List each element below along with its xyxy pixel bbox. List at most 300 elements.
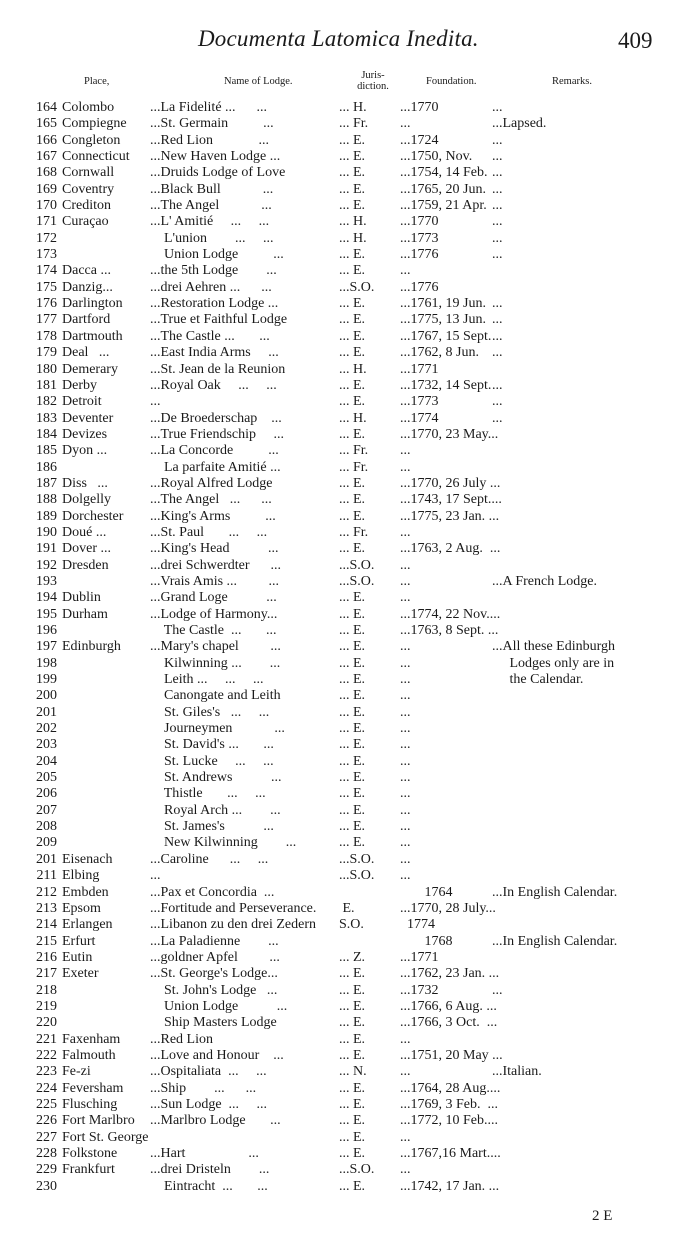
- table-row: [0, 1048, 684, 1064]
- remark: ...In English Calendar.: [492, 884, 618, 900]
- lodge-name: ...La Fidelité ... ...: [150, 100, 268, 115]
- jurisdiction: ... E.: [339, 328, 366, 344]
- lodge-number: 230: [36, 1178, 57, 1194]
- lodge-number: 180: [36, 361, 57, 377]
- lodge-name: ...Royal Oak ... ...: [150, 377, 277, 393]
- place-name: Folkstone: [62, 1146, 118, 1161]
- lodge-name: ...Caroline ... ...: [150, 851, 269, 867]
- lodge-name: ...St. Paul ... ...: [150, 524, 268, 540]
- table-row: [0, 492, 684, 508]
- lodge-name: ...St. Jean de la Reunion: [150, 361, 286, 377]
- lodge-number: 206: [36, 786, 57, 802]
- lodge-number: 202: [36, 721, 57, 737]
- place-name: Epsom: [62, 900, 101, 916]
- place-name: Dartford: [62, 312, 111, 328]
- place-name: Elbing: [62, 868, 100, 884]
- lodge-name: La parfaite Amitié ...: [150, 459, 281, 475]
- foundation-date: ...1774: [400, 410, 439, 426]
- table-row: [0, 329, 684, 345]
- lodge-table: [0, 100, 684, 1195]
- foundation-date: ...1762, 8 Jun.: [400, 345, 479, 361]
- jurisdiction: ... Z.: [339, 949, 366, 965]
- jurisdiction: ... E.: [339, 1146, 366, 1161]
- foundation-date: ...1742, 17 Jan. ...: [400, 1178, 500, 1194]
- table-row: [0, 345, 684, 361]
- lodge-name: Union Lodge ...: [150, 247, 284, 263]
- remark: ...: [492, 296, 503, 312]
- foundation-date: ...: [400, 590, 411, 606]
- jurisdiction: ... E.: [339, 704, 366, 720]
- table-row: [0, 214, 684, 230]
- foundation-date: 1768: [400, 933, 453, 949]
- table-row: [0, 541, 684, 557]
- foundation-date: ...: [400, 672, 411, 688]
- foundation-date: 1774: [400, 917, 435, 933]
- lodge-name: ...True et Faithful Lodge: [150, 312, 288, 328]
- table-row: [0, 966, 684, 982]
- foundation-date: ...1751, 20 May ...: [400, 1047, 503, 1063]
- jurisdiction: ... H.: [339, 410, 367, 426]
- lodge-number: 199: [36, 672, 57, 688]
- remark: ...: [492, 394, 503, 410]
- lodge-name: Royal Arch ... ...: [150, 802, 281, 818]
- jurisdiction: ... E.: [339, 688, 366, 704]
- lodge-name: ...drei Aehren ... ...: [150, 279, 272, 295]
- lodge-name: ...St. George's Lodge...: [150, 966, 278, 982]
- lodge-number: 228: [36, 1146, 57, 1161]
- table-row: [0, 133, 684, 149]
- remark: the Calendar.: [492, 672, 584, 688]
- lodge-name: ...East India Arms ...: [150, 345, 279, 361]
- jurisdiction: S.O.: [339, 917, 364, 933]
- remark: ...: [492, 230, 503, 246]
- foundation-date: ...1763, 8 Sept. ...: [400, 623, 499, 638]
- jurisdiction: ... E.: [339, 247, 366, 263]
- remark: ...: [492, 100, 503, 115]
- remark: ...Italian.: [492, 1064, 542, 1080]
- lodge-name: ...Ship ... ...: [150, 1080, 257, 1096]
- column-header-lodge: Name of Lodge.: [224, 76, 293, 87]
- place-name: Diss ...: [62, 475, 108, 491]
- lodge-name: ...Fortitude and Perseverance.: [150, 900, 317, 916]
- lodge-number: 226: [36, 1113, 57, 1129]
- jurisdiction: ... E.: [339, 590, 366, 606]
- lodge-number: 164: [36, 100, 57, 115]
- place-name: Devizes: [62, 426, 108, 442]
- lodge-name: ...King's Arms ...: [150, 508, 276, 524]
- lodge-number: 201: [36, 704, 57, 720]
- lodge-number: 172: [36, 230, 57, 246]
- lodge-number: 217: [36, 966, 57, 982]
- lodge-number: 177: [36, 312, 57, 328]
- lodge-number: 201: [36, 851, 57, 867]
- remark: ...In English Calendar.: [492, 933, 618, 949]
- table-row: [0, 460, 684, 476]
- lodge-number: 189: [36, 508, 57, 524]
- lodge-name: ...The Angel ... ...: [150, 492, 272, 508]
- jurisdiction: ... E.: [339, 1129, 366, 1145]
- jurisdiction: ... E.: [339, 1015, 366, 1031]
- jurisdiction: ... E.: [339, 263, 366, 279]
- jurisdiction: ... E.: [339, 426, 366, 442]
- table-row: [0, 263, 684, 279]
- jurisdiction: ... E.: [339, 753, 366, 769]
- table-row: [0, 901, 684, 917]
- lodge-number: 212: [36, 884, 57, 900]
- table-row: [0, 983, 684, 999]
- lodge-name: ...Restoration Lodge ...: [150, 296, 279, 312]
- foundation-date: ...1770: [400, 214, 439, 230]
- jurisdiction: ... E.: [339, 770, 366, 786]
- place-name: Edinburgh: [62, 639, 121, 655]
- jurisdiction: ... E.: [339, 721, 366, 737]
- foundation-date: ...: [400, 1031, 411, 1047]
- jurisdiction: ... H.: [339, 361, 367, 377]
- table-row: [0, 819, 684, 835]
- lodge-number: 207: [36, 802, 57, 818]
- remark: ...: [492, 132, 503, 148]
- foundation-date: ...: [400, 263, 411, 279]
- foundation-date: ...: [400, 770, 411, 786]
- table-row: [0, 1081, 684, 1097]
- table-row: [0, 590, 684, 606]
- table-row: [0, 786, 684, 802]
- lodge-number: 178: [36, 328, 57, 344]
- jurisdiction: ... H.: [339, 214, 367, 230]
- foundation-date: ...: [400, 655, 411, 671]
- remark: ...: [492, 345, 503, 361]
- table-row: [0, 770, 684, 786]
- foundation-date: ...: [400, 524, 411, 540]
- lodge-number: 197: [36, 639, 57, 655]
- lodge-number: 171: [36, 214, 57, 230]
- foundation-date: ...1754, 14 Feb.: [400, 165, 488, 181]
- remark: ...: [492, 247, 503, 263]
- table-row: [0, 721, 684, 737]
- lodge-number: 187: [36, 475, 57, 491]
- jurisdiction: ... H.: [339, 230, 367, 246]
- jurisdiction: ... E.: [339, 198, 366, 214]
- table-row: [0, 100, 684, 116]
- table-row: [0, 280, 684, 296]
- lodge-number: 186: [36, 459, 57, 475]
- table-row: [0, 247, 684, 263]
- table-row: [0, 917, 684, 933]
- table-row: [0, 1015, 684, 1031]
- jurisdiction: ... E.: [339, 802, 366, 818]
- place-name: Fe-zi: [62, 1064, 91, 1080]
- place-name: Dyon ...: [62, 443, 108, 459]
- remark: ...Lapsed.: [492, 116, 547, 132]
- lodge-number: 219: [36, 998, 57, 1014]
- place-name: Doué ...: [62, 524, 107, 540]
- signature-mark: 2 E: [592, 1208, 613, 1224]
- place-name: Fort St. George: [62, 1129, 149, 1145]
- table-row: [0, 754, 684, 770]
- lodge-name: Journeymen ...: [150, 721, 285, 737]
- lodge-name: ...: [150, 868, 161, 884]
- place-name: Danzig...: [62, 279, 113, 295]
- table-row: [0, 705, 684, 721]
- lodge-name: ...The Angel ...: [150, 198, 272, 214]
- foundation-date: ...: [400, 443, 411, 459]
- lodge-name: ...Royal Alfred Lodge: [150, 475, 273, 491]
- lodge-number: 176: [36, 296, 57, 312]
- lodge-number: 195: [36, 606, 57, 622]
- lodge-name: ...drei Schwerdter ...: [150, 557, 282, 573]
- lodge-number: 218: [36, 982, 57, 998]
- place-name: Coventry: [62, 181, 115, 197]
- lodge-number: 203: [36, 737, 57, 753]
- jurisdiction: ...S.O.: [339, 851, 375, 867]
- table-row: [0, 1146, 684, 1162]
- lodge-name: ...True Friendschip ...: [150, 426, 285, 442]
- lodge-name: Union Lodge ...: [150, 998, 288, 1014]
- foundation-date: ...1762, 23 Jan. ...: [400, 966, 500, 982]
- lodge-name: St. Andrews ...: [150, 770, 282, 786]
- lodge-name: St. Lucke ... ...: [150, 753, 274, 769]
- place-name: Eutin: [62, 949, 93, 965]
- lodge-name: ...Mary's chapel ...: [150, 639, 281, 655]
- place-name: Erlangen: [62, 917, 113, 933]
- table-row: [0, 1162, 684, 1178]
- jurisdiction: ... E.: [339, 1080, 366, 1096]
- remark: ...: [492, 410, 503, 426]
- remark: ...: [492, 982, 503, 998]
- foundation-date: ...1761, 19 Jun.: [400, 296, 486, 312]
- place-name: Dover ...: [62, 541, 111, 557]
- table-row: [0, 607, 684, 623]
- place-name: Embden: [62, 884, 109, 900]
- table-row: [0, 950, 684, 966]
- lodge-number: 229: [36, 1162, 57, 1178]
- jurisdiction: ... E.: [339, 1096, 366, 1112]
- table-row: [0, 525, 684, 541]
- table-row: [0, 182, 684, 198]
- foundation-date: ...1724: [400, 132, 439, 148]
- foundation-date: ...1732, 14 Sept.: [400, 377, 492, 393]
- foundation-date: ...: [400, 802, 411, 818]
- place-name: Durham: [62, 606, 108, 622]
- place-name: Detroit: [62, 394, 102, 410]
- lodge-name: ...L' Amitié ... ...: [150, 214, 270, 230]
- foundation-date: 1764: [400, 884, 453, 900]
- place-name: Deal ...: [62, 345, 110, 361]
- place-name: Compiegne: [62, 116, 127, 132]
- page-number: 409: [618, 28, 653, 53]
- table-row: [0, 149, 684, 165]
- foundation-date: ...: [400, 868, 411, 884]
- lodge-name: ...St. Germain ...: [150, 116, 274, 132]
- foundation-date: ...1766, 6 Aug. ...: [400, 998, 497, 1014]
- jurisdiction: ...S.O.: [339, 573, 375, 589]
- table-row: [0, 868, 684, 884]
- table-row: [0, 198, 684, 214]
- table-row: [0, 476, 684, 492]
- lodge-number: 220: [36, 1015, 57, 1031]
- lodge-name: Thistle ... ...: [150, 786, 266, 802]
- lodge-name: ...the 5th Lodge ...: [150, 263, 277, 279]
- table-row: [0, 934, 684, 950]
- jurisdiction: ... E.: [339, 475, 366, 491]
- foundation-date: ...1763, 2 Aug. ...: [400, 541, 501, 557]
- foundation-date: ...: [400, 851, 411, 867]
- remark: ...All these Edinburgh: [492, 639, 616, 655]
- jurisdiction: ... E.: [339, 786, 366, 802]
- place-name: Erfurt: [62, 933, 96, 949]
- place-name: Frankfurt: [62, 1162, 115, 1178]
- table-row: [0, 1179, 684, 1195]
- jurisdiction: ... E.: [339, 1178, 366, 1194]
- foundation-date: ...1775, 13 Jun.: [400, 312, 486, 328]
- place-name: Congleton: [62, 132, 121, 148]
- lodge-number: 181: [36, 377, 57, 393]
- place-name: Connecticut: [62, 149, 130, 165]
- lodge-number: 224: [36, 1080, 57, 1096]
- foundation-date: ...1773: [400, 230, 439, 246]
- lodge-name: New Kilwinning ...: [150, 835, 297, 851]
- place-name: Dacca ...: [62, 263, 111, 279]
- foundation-date: ...1767, 15 Sept.: [400, 328, 492, 344]
- place-name: Demerary: [62, 361, 118, 377]
- jurisdiction: ... E.: [339, 149, 366, 165]
- place-name: Curaçao: [62, 214, 109, 230]
- jurisdiction: ... E.: [339, 345, 366, 361]
- lodge-name: ...drei Dristeln ...: [150, 1162, 270, 1178]
- table-row: [0, 835, 684, 851]
- lodge-number: 167: [36, 149, 57, 165]
- lodge-number: 208: [36, 819, 57, 835]
- lodge-name: L'union ... ...: [150, 230, 274, 246]
- foundation-date: ...1770, 28 July...: [400, 900, 496, 916]
- lodge-name: ...Red Lion: [150, 1031, 213, 1047]
- place-name: Dresden: [62, 557, 109, 573]
- jurisdiction: ... E.: [339, 312, 366, 328]
- lodge-name: ...: [150, 394, 161, 410]
- foundation-date: ...: [400, 1162, 411, 1178]
- table-row: [0, 885, 684, 901]
- jurisdiction: ... E.: [339, 998, 366, 1014]
- foundation-date: ...1770: [400, 100, 439, 115]
- foundation-date: ...1769, 3 Feb. ...: [400, 1096, 498, 1112]
- place-name: Dolgelly: [62, 492, 111, 508]
- table-row: [0, 672, 684, 688]
- lodge-number: 165: [36, 116, 57, 132]
- table-row: [0, 852, 684, 868]
- place-name: Crediton: [62, 198, 111, 214]
- foundation-date: ...1759, 21 Apr.: [400, 198, 487, 214]
- jurisdiction: ... E.: [339, 737, 366, 753]
- lodge-name: ...Red Lion ...: [150, 132, 269, 148]
- jurisdiction: ... E.: [339, 181, 366, 197]
- jurisdiction: ... E.: [339, 165, 366, 181]
- table-row: [0, 362, 684, 378]
- jurisdiction: ... E.: [339, 623, 366, 638]
- place-name: Colombo: [62, 100, 115, 115]
- foundation-date: ...1770, 26 July ...: [400, 475, 501, 491]
- place-name: Faxenham: [62, 1031, 121, 1047]
- lodge-name: ...Lodge of Harmony...: [150, 606, 278, 622]
- lodge-number: 214: [36, 917, 57, 933]
- table-row: [0, 165, 684, 181]
- lodge-number: 175: [36, 279, 57, 295]
- lodge-name: Eintracht ... ...: [150, 1178, 268, 1194]
- lodge-number: 200: [36, 688, 57, 704]
- place-name: Darlington: [62, 296, 123, 312]
- jurisdiction: ... E.: [339, 835, 366, 851]
- place-name: Dublin: [62, 590, 101, 606]
- table-row: [0, 116, 684, 132]
- jurisdiction: ... E.: [339, 1113, 366, 1129]
- foundation-date: ...1775, 23 Jan. ...: [400, 508, 500, 524]
- foundation-date: ...: [400, 116, 411, 132]
- jurisdiction: ... E.: [339, 296, 366, 312]
- lodge-name: St. Giles's ... ...: [150, 704, 270, 720]
- lodge-name: Canongate and Leith: [150, 688, 281, 704]
- foundation-date: ...1772, 10 Feb....: [400, 1113, 498, 1129]
- lodge-name: ...La Concorde ...: [150, 443, 279, 459]
- jurisdiction: ... E.: [339, 819, 366, 835]
- table-row: [0, 231, 684, 247]
- table-row: [0, 394, 684, 410]
- lodge-number: 190: [36, 524, 57, 540]
- place-name: Dorchester: [62, 508, 124, 524]
- lodge-number: 182: [36, 394, 57, 410]
- place-name: Dartmouth: [62, 328, 123, 344]
- jurisdiction: ...S.O.: [339, 279, 375, 295]
- lodge-name: ...The Castle ... ...: [150, 328, 270, 344]
- lodge-number: 168: [36, 165, 57, 181]
- column-header-place: Place,: [84, 76, 110, 87]
- foundation-date: ...: [400, 1129, 411, 1145]
- foundation-date: ...1776: [400, 247, 439, 263]
- lodge-name: Ship Masters Lodge: [150, 1015, 277, 1031]
- remark: ...: [492, 377, 503, 393]
- jurisdiction: ...S.O.: [339, 557, 375, 573]
- jurisdiction: ... E.: [339, 639, 366, 655]
- lodge-name: St. David's ... ...: [150, 737, 274, 753]
- table-row: [0, 688, 684, 704]
- lodge-name: ...Ospitaliata ... ...: [150, 1064, 267, 1080]
- lodge-number: 192: [36, 557, 57, 573]
- foundation-date: ...1776: [400, 279, 439, 295]
- lodge-number: 169: [36, 181, 57, 197]
- table-row: [0, 656, 684, 672]
- foundation-date: ...1750, Nov.: [400, 149, 473, 165]
- remark: ...: [492, 198, 503, 214]
- lodge-name: ...goldner Apfel ...: [150, 949, 280, 965]
- lodge-number: 179: [36, 345, 57, 361]
- remark: ...: [492, 165, 503, 181]
- lodge-number: 166: [36, 132, 57, 148]
- jurisdiction: ... E.: [339, 508, 366, 524]
- lodge-number: 225: [36, 1096, 57, 1112]
- lodge-name: ...Libanon zu den drei Zedern: [150, 917, 316, 933]
- place-name: Feversham: [62, 1080, 124, 1096]
- jurisdiction: E.: [339, 900, 355, 916]
- table-row: [0, 312, 684, 328]
- place-name: Falmouth: [62, 1047, 116, 1063]
- column-header-jurisdiction: Juris- diction.: [357, 70, 389, 92]
- jurisdiction: ... H.: [339, 100, 367, 115]
- lodge-number: 213: [36, 900, 57, 916]
- table-row: [0, 1032, 684, 1048]
- lodge-number: 209: [36, 835, 57, 851]
- lodge-name: ...Pax et Concordia ...: [150, 884, 275, 900]
- foundation-date: ...1765, 20 Jun.: [400, 181, 486, 197]
- lodge-name: St. James's ...: [150, 819, 274, 835]
- jurisdiction: ... E.: [339, 1031, 366, 1047]
